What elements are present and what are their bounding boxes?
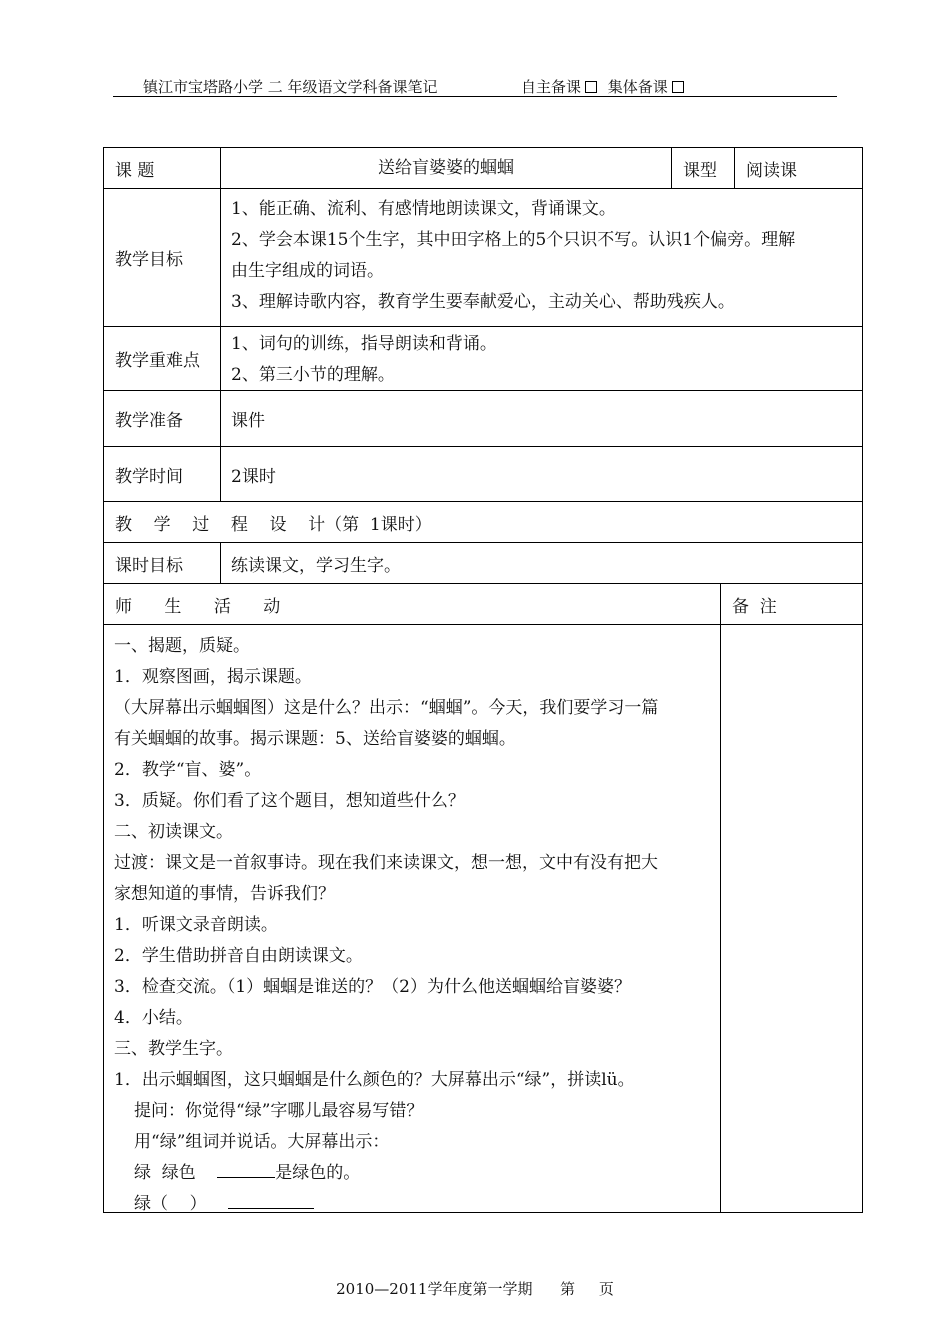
fill-blank-prefix: 绿 绿色 — [134, 1163, 196, 1183]
activity-line: 4．小结。 — [114, 1008, 193, 1028]
activity-body-row — [104, 625, 862, 1212]
group-prep-label: 集体备课 — [607, 78, 668, 96]
fill-blank-prefix: 绿（ ） — [134, 1194, 207, 1214]
goal-line: 2、学会本课15个生字，其中田字格上的5个只识不写。认识1个偏旁。理解 — [231, 230, 796, 250]
key-point-line: 2、第三小节的理解。 — [231, 365, 395, 385]
activity-line: 提问：你觉得“绿”字哪儿最容易写错？ — [134, 1101, 424, 1121]
blank-underline[interactable] — [217, 1163, 275, 1178]
type-value: 阅读课 — [746, 160, 797, 181]
prep-label: 教学准备 — [104, 391, 221, 446]
notes-label: 备 注 — [732, 596, 777, 617]
activity-line: 3．质疑。你们看了这个题目，想知道些什么？ — [114, 791, 465, 811]
school-title: 镇江市宝塔路小学 二 年级语文学科备课笔记 — [143, 78, 438, 96]
page-number-label: 第 页 — [560, 1280, 614, 1298]
notes-column[interactable] — [721, 625, 862, 1212]
goals-content — [221, 189, 862, 326]
activity-content — [104, 625, 721, 1212]
page-header — [113, 76, 837, 97]
activity-line: 二、初读课文。 — [114, 822, 233, 842]
term-label: 2010—2011学年度第一学期 — [336, 1280, 533, 1298]
activity-line: 用“绿”组词并说话。大屏幕出示： — [134, 1132, 390, 1152]
topic-row — [104, 148, 862, 189]
fill-blank-line — [114, 1158, 714, 1189]
topic-value: 送给盲婆婆的蝈蝈 — [221, 148, 672, 188]
goal-line: 1、能正确、流利、有感情地朗读课文，背诵课文。 — [231, 199, 616, 219]
activity-line: 1．出示蝈蝈图，这只蝈蝈是什么颜色的？大屏幕出示“绿”，拼读lü。 — [114, 1070, 635, 1090]
activity-line: 1．观察图画，揭示课题。 — [114, 667, 312, 687]
activity-line: 2．教学“盲、婆”。 — [114, 760, 262, 780]
self-prep-label: 自主备课 — [521, 78, 582, 96]
activity-line: 家想知道的事情，告诉我们？ — [114, 884, 335, 904]
prep-options — [521, 76, 690, 97]
self-prep-checkbox[interactable] — [585, 81, 597, 93]
lesson-goal-value: 练读课文，学习生字。 — [231, 555, 401, 576]
key-points-content — [221, 327, 862, 390]
activity-line: （大屏幕出示蝈蝈图）这是什么？出示：“蝈蝈”。今天，我们要学习一篇 — [114, 698, 659, 718]
lesson-plan-table — [103, 147, 863, 1213]
prep-row — [104, 391, 862, 447]
time-value: 2课时 — [231, 466, 276, 487]
key-points-row — [104, 327, 862, 391]
goal-line: 由生字组成的词语。 — [231, 261, 384, 281]
time-row — [104, 447, 862, 502]
activity-line: 3．检查交流。（1）蝈蝈是谁送的？（2）为什么他送蝈蝈给盲婆婆？ — [114, 977, 631, 997]
goals-row — [104, 189, 862, 327]
activity-line: 三、教学生字。 — [114, 1039, 233, 1059]
type-label: 课型 — [672, 148, 735, 188]
process-title-row — [104, 502, 862, 543]
goals-label: 教学目标 — [104, 189, 221, 326]
activity-line: 过渡：课文是一首叙事诗。现在我们来读课文，想一想，文中有没有把大 — [114, 853, 658, 873]
activity-header-row — [104, 584, 862, 625]
activity-line: 1．听课文录音朗读。 — [114, 915, 278, 935]
activity-line: 一、揭题，质疑。 — [114, 636, 250, 656]
fill-blank-suffix: 是绿色的。 — [275, 1163, 361, 1183]
topic-label: 课 题 — [104, 148, 221, 188]
group-prep-checkbox[interactable] — [672, 81, 684, 93]
lesson-goal-label: 课时目标 — [104, 543, 221, 583]
activity-label: 师 生 活 动 — [104, 584, 721, 624]
key-points-label: 教学重难点 — [104, 327, 221, 390]
goal-line: 3、理解诗歌内容，教育学生要奉献爱心，主动关心、帮助残疾人。 — [231, 292, 735, 312]
blank-underline[interactable] — [228, 1194, 314, 1209]
page-footer — [0, 1278, 950, 1299]
fill-blank-line — [114, 1189, 714, 1220]
time-label: 教学时间 — [104, 447, 221, 501]
activity-line: 2．学生借助拼音自由朗读课文。 — [114, 946, 363, 966]
lesson-goal-row — [104, 543, 862, 584]
activity-line: 有关蝈蝈的故事。揭示课题：5、送给盲婆婆的蝈蝈。 — [114, 729, 516, 749]
process-title: 教 学 过 程 设 计（第 1课时） — [115, 514, 432, 535]
key-point-line: 1、词句的训练，指导朗读和背诵。 — [231, 334, 497, 354]
prep-value: 课件 — [231, 411, 265, 431]
